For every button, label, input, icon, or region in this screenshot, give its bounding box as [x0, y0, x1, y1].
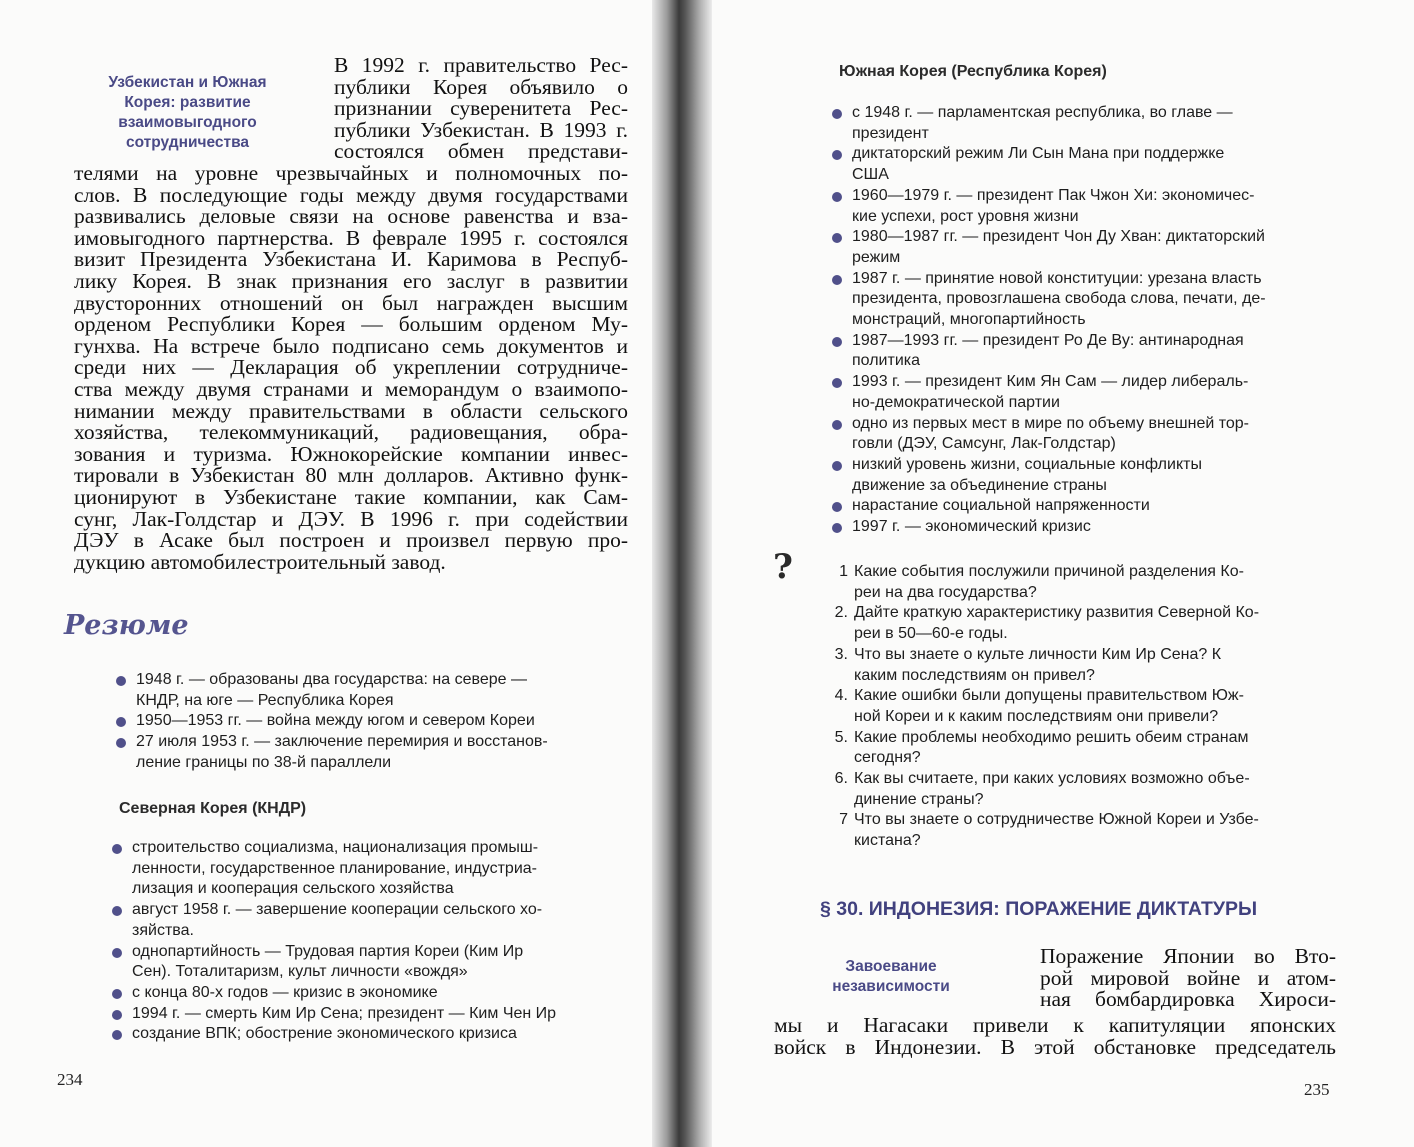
list-item-line: 1994 г. — смерть Ким Ир Сена; президент — Ким Чен Ир [132, 1004, 557, 1022]
text-line: двусторонних отношений он был награжден высшим [74, 290, 628, 315]
side-heading-line: сотрудничества [125, 134, 250, 151]
north-korea-bullets [110, 838, 626, 1045]
list-item-line: 1987—1993 гг. — президент Ро Де Ву: антинародная [852, 331, 1244, 349]
text-line: войск в Индонезии. В этой обстановке председатель [774, 1034, 1336, 1059]
north-korea-heading: Северная Корея (КНДР) [119, 800, 307, 817]
list-item [114, 732, 624, 773]
side-heading-uzbekistan-korea [70, 73, 305, 153]
list-item [830, 517, 1350, 538]
question-line: Какие события послужили причиной разделения Ко- [854, 563, 1244, 580]
list-item-line: лизация и кооперация сельского хозяйства [132, 880, 454, 898]
text-line: хозяйства, телекоммуникаций, радиовещания, обра- [74, 420, 628, 445]
side-heading-line: взаимовыгодного [118, 114, 257, 131]
left-body-narrow [334, 55, 628, 163]
question-line: Дайте краткую характеристику развития Северной Ко- [854, 604, 1260, 622]
bullet-dot [832, 233, 842, 243]
question-number: 2. [834, 604, 848, 622]
list-item [110, 942, 626, 983]
list-item-line: однопартийность — Трудовая партия Кореи (Ким Ир [132, 942, 524, 960]
text-line: состоялся обмен представи- [334, 139, 628, 164]
text-line: имовыгодного партнерства. В феврале 1995 г. состоялся [74, 225, 628, 250]
list-item [110, 838, 626, 900]
list-item-line: август 1958 г. — завершение кооперации сельского хо- [132, 901, 543, 919]
list-item-line: диктаторский режим Ли Сын Мана при поддержке [852, 145, 1225, 163]
list-item-line: но-демократической партии [852, 393, 1060, 411]
question-item [830, 562, 1350, 603]
question-item [830, 686, 1350, 727]
list-item [830, 455, 1350, 496]
text-line: орденом Республики Корея — большим орденом Му- [74, 312, 628, 337]
text-line: Поражение Японии во Вто- [1040, 944, 1336, 968]
question-mark-icon: ? [773, 547, 793, 587]
page-number-right: 235 [1304, 1080, 1330, 1099]
right-page [712, 0, 1414, 1147]
text-line: ная бомбардировка Хироси- [1040, 987, 1336, 1012]
question-line: Какие ошибки были допущены правительством Юж- [854, 687, 1244, 705]
bullet-dot [112, 906, 122, 916]
question-number: 6. [834, 770, 848, 788]
list-item [114, 670, 624, 711]
book-spine [652, 0, 712, 1147]
bullet-dot [112, 989, 122, 999]
bullet-dot [116, 738, 126, 748]
list-item-line: с конца 80-х годов — кризис в экономике [132, 983, 438, 1001]
list-item-line: движение за объединение страны [852, 476, 1107, 494]
bullet-dot [832, 523, 842, 533]
text-line: зования и туризма. Южнокорейские компании инвес- [74, 441, 628, 466]
list-item-line: зяйства. [132, 921, 194, 939]
list-item-line: США [852, 166, 889, 184]
side-heading-line: Завоевание [845, 958, 937, 975]
text-line: дукцию автомобилестроительный завод. [74, 549, 446, 574]
list-item-line: 1987 г. — принятие новой конституции: урезана власть [852, 269, 1262, 287]
list-item-line: президента, провозглашена свобода слова, печати, де- [852, 290, 1266, 308]
list-item [830, 372, 1350, 413]
question-item [830, 810, 1350, 851]
resume-title: Резюме [64, 610, 189, 641]
right-body-full [774, 1015, 1336, 1058]
text-line: В 1992 г. правительство Рес- [334, 53, 628, 77]
list-item-line: режим [852, 248, 901, 266]
text-line: слов. В последующие годы между двумя государствами [74, 182, 628, 207]
list-item [110, 900, 626, 941]
text-line: рой мировой войне и атом- [1040, 965, 1336, 990]
bullet-dot [832, 502, 842, 512]
text-line: гунхва. На встрече было подписано семь документов и [74, 333, 628, 358]
list-item-line: ление границы по 38-й параллели [136, 753, 392, 771]
text-line: развивались деловые связи на основе равенства и вза- [74, 204, 628, 229]
list-item-line: монстраций, многопартийность [852, 311, 1086, 329]
text-line: среди них — Декларация об укреплении сотрудниче- [74, 355, 628, 380]
question-number: 4. [834, 687, 848, 705]
list-item [830, 186, 1350, 227]
list-item-line: Сен). Тоталитаризм, культ личности «вождя» [132, 963, 468, 981]
question-line: Как вы считаете, при каких условиях возможно объе- [854, 770, 1250, 788]
question-number: 5. [834, 728, 848, 746]
list-item [830, 331, 1350, 372]
list-item-line: политика [852, 352, 920, 370]
text-line: публики Узбекистан. В 1993 г. [334, 117, 628, 142]
list-item-line: строительство социализма, национализация промыш- [132, 839, 539, 856]
south-korea-heading: Южная Корея (Республика Корея) [839, 63, 1107, 80]
question-line: Что вы знаете о сотрудничестве Южной Кореи и Узбе- [854, 811, 1259, 829]
question-line: кистана? [854, 832, 921, 850]
list-item [830, 227, 1350, 268]
questions-list [830, 562, 1350, 852]
list-item-line: 1948 г. — образованы два государства: на севере — [136, 671, 527, 688]
list-item [830, 269, 1350, 331]
question-line: каким последствиям он привел? [854, 666, 1095, 684]
list-item [110, 1024, 626, 1045]
question-item [830, 769, 1350, 810]
list-item-line: КНДР, на юге — Республика Корея [136, 691, 394, 709]
list-item [830, 144, 1350, 185]
question-line: Что вы знаете о культе личности Ким Ир Сена? К [854, 645, 1222, 663]
bullet-dot [112, 1010, 122, 1020]
bullet-dot [112, 948, 122, 958]
question-number: 7 [839, 811, 848, 829]
text-line: сунг, Лак-Голдстар и ДЭУ. В 1996 г. при содействии [74, 506, 628, 531]
bullet-dot [832, 150, 842, 160]
list-item-line: 1993 г. — президент Ким Ян Сам — лидер либераль- [852, 373, 1249, 391]
bullet-dot [116, 676, 126, 686]
paragraph-title: § 30. ИНДОНЕЗИЯ: ПОРАЖЕНИЕ ДИКТАТУРЫ [820, 898, 1258, 920]
page-number-left: 234 [57, 1070, 83, 1089]
side-heading-line: Корея: развитие [124, 94, 251, 111]
text-line: ционируют в Узбекистане такие компании, как Сам- [74, 484, 628, 509]
list-item-line: кие успехи, рост уровня жизни [852, 207, 1079, 225]
south-korea-bullets [830, 103, 1350, 538]
text-line: ства между двумя странами и меморандум о взаимопо- [74, 376, 628, 401]
question-item [830, 728, 1350, 769]
question-line: динение страны? [854, 790, 984, 808]
left-body-full [74, 163, 628, 573]
bullet-dot [832, 461, 842, 471]
text-line: телями на уровне чрезвычайных и полномочных по- [74, 161, 628, 185]
bullet-dot [116, 717, 126, 727]
list-item-line: низкий уровень жизни, социальные конфликты [852, 455, 1202, 473]
left-page [0, 0, 652, 1147]
question-number: 1 [839, 563, 848, 580]
bullet-dot [832, 420, 842, 430]
question-line: реи в 50—60-е годы. [854, 625, 1008, 643]
text-line: ДЭУ в Асаке был построен и произвел первую про- [74, 528, 628, 553]
resume-bullets [114, 670, 624, 774]
question-number: 3. [834, 645, 848, 663]
list-item-line: нарастание социальной напряженности [852, 497, 1150, 515]
list-item [114, 711, 624, 732]
text-line: признании суверенитета Рес- [334, 96, 628, 121]
text-line: визит Президента Узбекистана И. Каримова в Респуб- [74, 247, 628, 272]
list-item-line: 1997 г. — экономический кризис [852, 518, 1091, 536]
list-item [830, 414, 1350, 455]
list-item-line: 1960—1979 г. — президент Пак Чжон Хи: экономичес- [852, 186, 1255, 204]
text-line: лику Корея. В знак признания его заслуг в развитии [74, 268, 628, 293]
list-item [830, 103, 1350, 144]
list-item-line: одно из первых мест в мире по объему внешней тор- [852, 414, 1250, 432]
text-line: нимании между правительствами в области сельского [74, 398, 628, 423]
bullet-dot [112, 844, 122, 854]
side-heading-independence [806, 957, 976, 997]
bullet-dot [832, 378, 842, 388]
bullet-dot [832, 275, 842, 285]
list-item-line: 1950—1953 гг. — война между югом и севером Кореи [136, 712, 535, 730]
list-item-line: 1980—1987 гг. — президент Чон Ду Хван: диктаторский [852, 228, 1265, 246]
right-body-narrow [1040, 946, 1336, 1011]
list-item-line: говли (ДЭУ, Самсунг, Лак-Голдстар) [852, 435, 1116, 453]
text-line: публики Корея объявило о [334, 74, 628, 99]
bullet-dot [832, 337, 842, 347]
list-item-line: 27 июля 1953 г. — заключение перемирия и восстанов- [136, 733, 548, 751]
text-line: мы и Нагасаки привели к капитуляции японских [774, 1013, 1336, 1037]
question-line: сегодня? [854, 749, 921, 767]
question-line: ной Кореи и к каким последствиям они привели? [854, 707, 1219, 725]
list-item-line: с 1948 г. — парламентская республика, во главе — [852, 104, 1233, 121]
question-item [830, 603, 1350, 644]
question-line: реи на два государства? [854, 583, 1037, 601]
question-item [830, 645, 1350, 686]
side-heading-line: независимости [832, 978, 950, 995]
bullet-dot [112, 1030, 122, 1040]
list-item [830, 496, 1350, 517]
list-item [110, 983, 626, 1004]
list-item [110, 1004, 626, 1025]
bullet-dot [832, 109, 842, 119]
list-item-line: ленности, государственное планирование, индустриа- [132, 859, 537, 877]
text-line: тировали в Узбекистан 80 млн долларов. Активно функ- [74, 463, 628, 488]
list-item-line: президент [852, 124, 929, 142]
bullet-dot [832, 192, 842, 202]
list-item-line: создание ВПК; обострение экономического кризиса [132, 1025, 517, 1043]
side-heading-line: Узбекистан и Южная [108, 74, 267, 91]
question-line: Какие проблемы необходимо решить обеим странам [854, 728, 1249, 746]
